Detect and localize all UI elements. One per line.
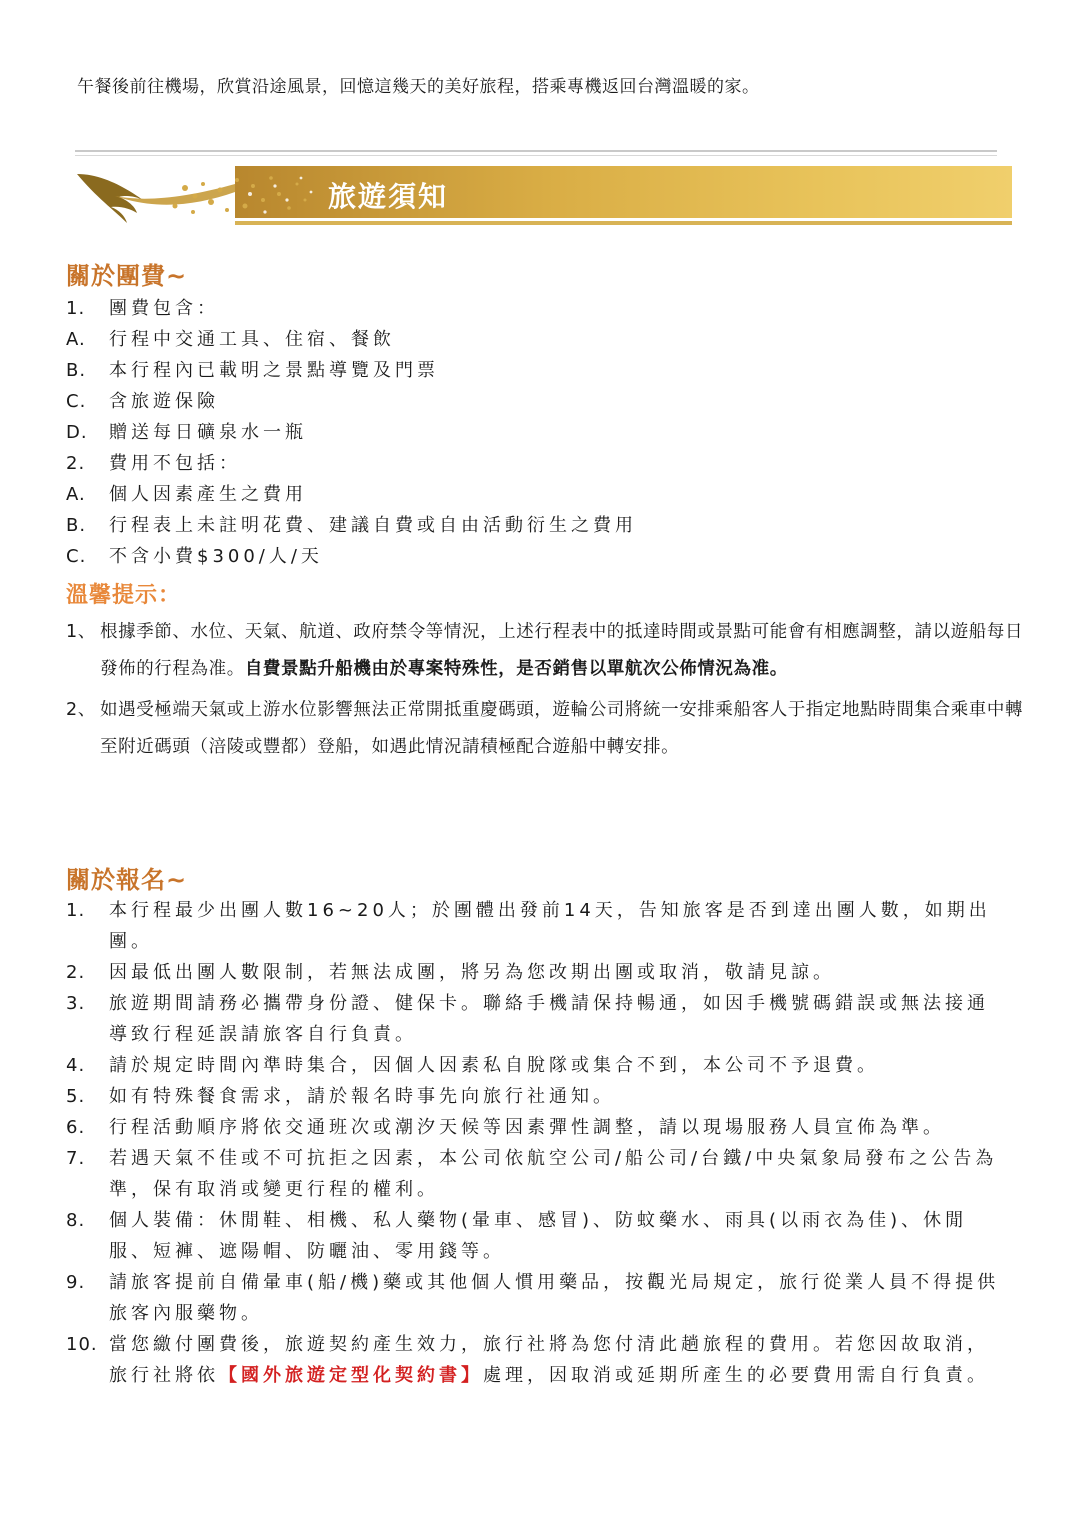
banner-underline [235, 221, 1012, 225]
sub-letter: B. [66, 515, 87, 536]
sub-text: 行程中交通工具、住宿、餐飲 [109, 329, 395, 350]
divider [75, 155, 997, 156]
item-number: 2. [66, 962, 86, 983]
list-item [66, 448, 1006, 572]
sub-letter: D. [66, 422, 88, 443]
intro-text: 午餐後前往機場，欣賞沿途風景，回憶這幾天的美好旅程，搭乘專機返回台灣溫暖的家。 [77, 77, 760, 97]
tips-list [66, 614, 1026, 770]
item-text: 個人裝備：休閒鞋、相機、私人藥物(暈車、感冒)、防蚊藥水、雨具(以雨衣為佳)、休閒服、短褲、遮陽帽、防曬油、零用錢等。 [109, 1210, 968, 1262]
item-number: 7. [66, 1148, 86, 1169]
sub-item [66, 541, 1006, 572]
item-text: 本行程最少出團人數16~20人；於團體出發前14天，告知旅客是否到達出團人數，如期出團。 [109, 900, 991, 952]
list-item [66, 293, 1006, 448]
list-item [66, 1081, 1006, 1112]
item-number: 2. [66, 453, 86, 474]
sub-letter: A. [66, 329, 86, 350]
item-text: 行程活動順序將依交通班次或潮汐天候等因素彈性調整，請以現場服務人員宣佈為準。 [109, 1117, 945, 1138]
sub-letter: C. [66, 546, 87, 567]
tip-number: 2、 [66, 700, 96, 720]
list-item [66, 1050, 1006, 1081]
item-text: 處理，因取消或延期所產生的必要費用需自行負責。 [483, 1365, 989, 1386]
sub-text: 行程表上未註明花費、建議自費或自由活動衍生之費用 [109, 515, 637, 536]
item-number: 6. [66, 1117, 86, 1138]
sub-letter: B. [66, 360, 87, 381]
item-text: 旅遊期間請務必攜帶身份證、健保卡。聯絡手機請保持暢通，如因手機號碼錯誤或無法接通導致行程延誤請旅客自行負責。 [109, 993, 989, 1045]
banner-title: 旅遊須知 [328, 180, 449, 213]
item-number: 1. [66, 900, 86, 921]
tip-bold-text: 自費景點升船機由於專案特殊性，是否銷售以單航次公佈情況為准。 [244, 659, 788, 679]
list-item [66, 895, 1006, 957]
tip-text: 如遇受極端天氣或上游水位影響無法正常開抵重慶碼頭，遊輪公司將統一安排乘船客人于指定地點時間集合乘車中轉至附近碼頭（涪陵或豐都）登船，如遇此情況請積極配合遊船中轉安排。 [100, 700, 1024, 757]
item-number: 8. [66, 1210, 86, 1231]
contract-link-text: 【國外旅遊定型化契約書】 [219, 1365, 483, 1386]
tip-item [66, 614, 1026, 688]
item-number: 3. [66, 993, 86, 1014]
tip-item [66, 692, 1026, 766]
item-text: 費用不包括： [109, 453, 241, 474]
section-banner [75, 166, 1012, 226]
divider [75, 150, 997, 152]
fee-list [66, 293, 1006, 572]
registration-heading: 關於報名~ [66, 866, 188, 894]
item-text: 因最低出團人數限制，若無法成團，將另為您改期出團或取消，敬請見諒。 [109, 962, 835, 983]
list-item [66, 1267, 1006, 1329]
list-item [66, 1143, 1006, 1205]
registration-list [66, 895, 1006, 1391]
bird-logo-icon [75, 166, 335, 226]
tips-heading: 溫馨提示： [66, 583, 182, 608]
item-text: 請旅客提前自備暈車(船/機)藥或其他個人慣用藥品，按觀光局規定，旅行從業人員不得提供旅客內服藥物。 [109, 1272, 1000, 1324]
sub-item [66, 324, 1006, 355]
sub-letter: A. [66, 484, 86, 505]
sub-text: 贈送每日礦泉水一瓶 [109, 422, 307, 443]
sub-text: 本行程內已載明之景點導覽及門票 [109, 360, 439, 381]
sub-item [66, 479, 1006, 510]
item-text: 如有特殊餐食需求，請於報名時事先向旅行社通知。 [109, 1086, 615, 1107]
sub-item [66, 510, 1006, 541]
sub-letter: C. [66, 391, 87, 412]
sub-item [66, 386, 1006, 417]
item-text: 請於規定時間內準時集合，因個人因素私自脫隊或集合不到，本公司不予退費。 [109, 1055, 879, 1076]
list-item [66, 1112, 1006, 1143]
list-item [66, 1329, 1006, 1391]
item-text: 團費包含： [109, 298, 219, 319]
list-item [66, 1205, 1006, 1267]
fee-heading: 關於團費~ [66, 262, 188, 290]
sub-item [66, 417, 1006, 448]
tip-number: 1、 [66, 622, 96, 642]
list-item [66, 957, 1006, 988]
item-text: 若遇天氣不佳或不可抗拒之因素，本公司依航空公司/船公司/台鐵/中央氣象局發布之公告為準，保有取消或變更行程的權利。 [109, 1148, 998, 1200]
item-number: 4. [66, 1055, 86, 1076]
tip-text: 根據季節、水位、天氣、航道、政府禁令等情況，上述行程表中的抵達時間或景點可能會有相應調整，請以遊船每日發佈的行程為准。 [100, 622, 1024, 679]
sub-text: 個人因素產生之費用 [109, 484, 307, 505]
item-number: 1. [66, 298, 86, 319]
sub-text: 含旅遊保險 [109, 391, 219, 412]
item-number: 10. [66, 1334, 98, 1355]
sub-text: 不含小費$300/人/天 [109, 546, 323, 567]
list-item [66, 988, 1006, 1050]
sub-item [66, 355, 1006, 386]
item-text: 當您繳付團費後，旅遊契約產生效力，旅行社將為您付清此趟旅程的費用。若您因故取消，旅行社將依 [109, 1334, 989, 1386]
item-number: 9. [66, 1272, 86, 1293]
item-number: 5. [66, 1086, 86, 1107]
